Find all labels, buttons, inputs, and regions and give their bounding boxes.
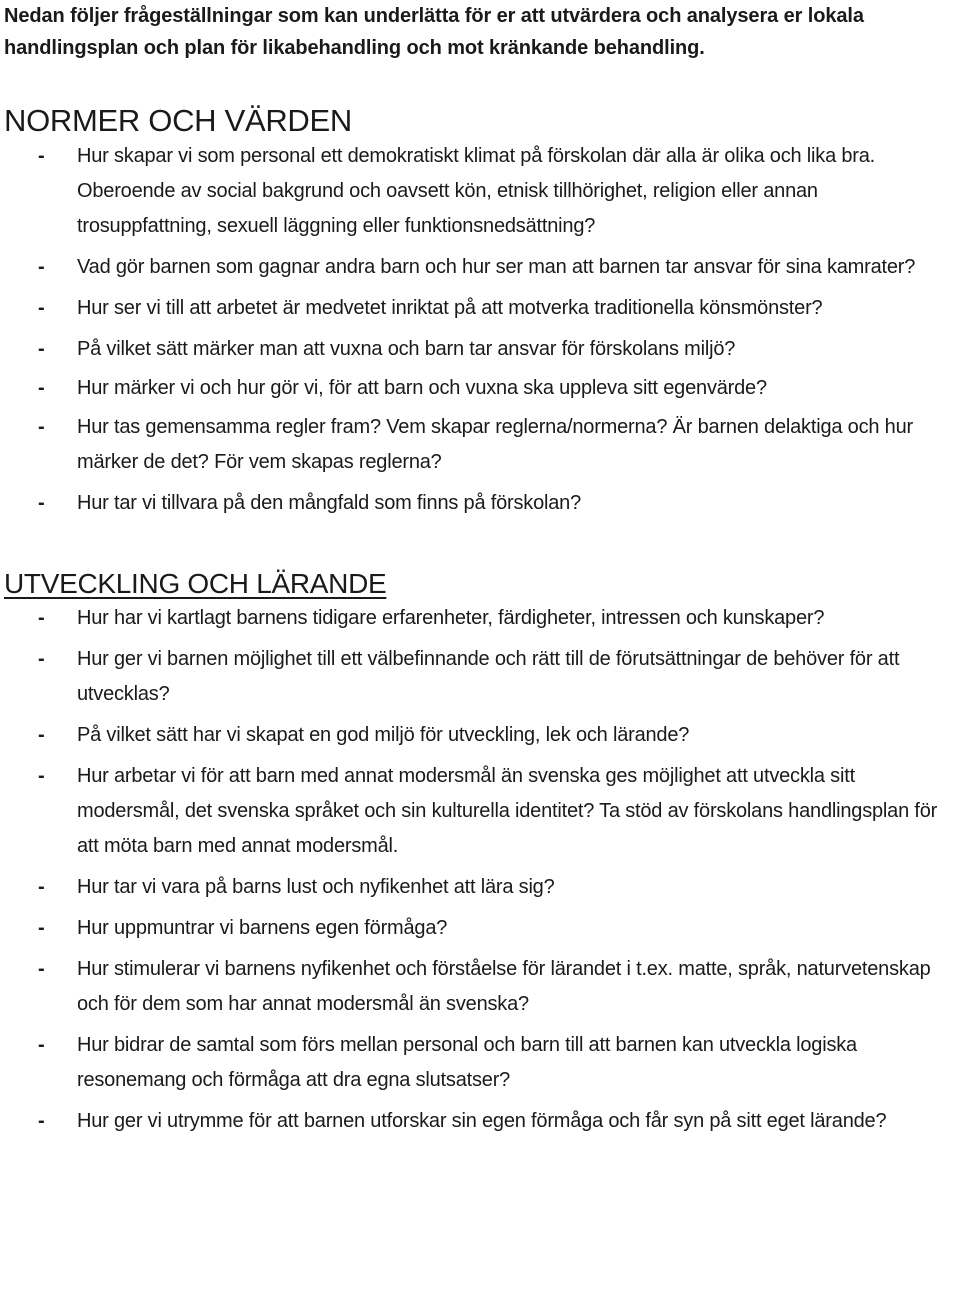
question-text: Hur ger vi barnen möjlighet till ett välbefinnande och rätt till de förutsättningar de behöver för att utvecklas?: [77, 648, 900, 705]
question-text: Hur ser vi till att arbetet är medvetet inriktat på att motverka traditionella könsmönster?: [77, 297, 823, 319]
bullet-dash: -: [38, 145, 45, 167]
bullet-dash: -: [38, 297, 45, 319]
bullet-dash: -: [38, 607, 45, 629]
question-text: Hur stimulerar vi barnens nyfikenhet och förståelse för lärandet i t.ex. matte, språk, naturvetenskap och för dem som har annat modersmål än svenska?: [77, 958, 931, 1015]
bullet-dash: -: [38, 917, 45, 939]
list-item: [4, 601, 960, 636]
section-heading-normer-och-varden: NORMER OCH VÄRDEN: [4, 103, 352, 138]
list-item: [4, 291, 960, 326]
list-item: [4, 332, 960, 367]
question-text: Hur bidrar de samtal som förs mellan personal och barn till att barnen kan utveckla logiska resonemang och förmåga att dra egna slutsatser?: [77, 1034, 857, 1091]
question-text: På vilket sätt har vi skapat en god miljö för utveckling, lek och lärande?: [77, 724, 690, 746]
bullet-dash: -: [38, 648, 45, 670]
intro-paragraph: Nedan följer frågeställningar som kan underlätta för er att utvärdera och analysera er lokala handlingsplan och plan för likabehandling och mot kränkande behandling.: [4, 5, 864, 59]
bullet-dash: -: [38, 377, 45, 399]
bullet-dash: -: [38, 256, 45, 278]
question-text: Hur uppmuntrar vi barnens egen förmåga?: [77, 917, 448, 939]
question-text: På vilket sätt märker man att vuxna och barn tar ansvar för förskolans miljö?: [77, 338, 736, 360]
question-text: Hur arbetar vi för att barn med annat modersmål än svenska ges möjlighet att utveckla sitt modersmål, det svenska språket och sin kulturella identitet? Ta stöd av förskolans handlingsplan för att möta barn med annat modersmål.: [77, 765, 938, 857]
bullet-dash: -: [38, 338, 45, 360]
question-text: Hur tar vi tillvara på den mångfald som finns på förskolan?: [77, 492, 582, 514]
question-text: Hur märker vi och hur gör vi, för att barn och vuxna ska uppleva sitt egenvärde?: [77, 377, 767, 399]
question-text: Hur har vi kartlagt barnens tidigare erfarenheter, färdigheter, intressen och kunskaper?: [77, 607, 825, 629]
list-item: [4, 759, 960, 864]
bullet-dash: -: [38, 958, 45, 980]
list-item: [4, 139, 960, 244]
list-item: [4, 410, 960, 480]
list-item: [4, 1028, 960, 1098]
question-list-utveckling: [4, 601, 960, 1139]
list-item: [4, 1104, 960, 1139]
question-text: Hur tar vi vara på barns lust och nyfikenhet att lära sig?: [77, 876, 555, 898]
question-list-normer: [4, 139, 960, 521]
bullet-dash: -: [38, 765, 45, 787]
list-item: [4, 250, 960, 285]
list-item: [4, 371, 960, 406]
question-text: Hur ger vi utrymme för att barnen utforskar sin egen förmåga och får syn på sitt eget lärande?: [77, 1110, 887, 1132]
bullet-dash: -: [38, 1110, 45, 1132]
bullet-dash: -: [38, 1034, 45, 1056]
question-text: Vad gör barnen som gagnar andra barn och hur ser man att barnen tar ansvar för sina kamrater?: [77, 256, 916, 278]
list-item: [4, 642, 960, 712]
list-item: [4, 718, 960, 753]
bullet-dash: -: [38, 492, 45, 514]
list-item: [4, 911, 960, 946]
bullet-dash: -: [38, 876, 45, 898]
bullet-dash: -: [38, 724, 45, 746]
question-text: Hur tas gemensamma regler fram? Vem skapar reglerna/normerna? Är barnen delaktiga och hur märker de det? För vem skapas reglerna?: [77, 416, 913, 473]
question-text: Hur skapar vi som personal ett demokratiskt klimat på förskolan där alla är olika och lika bra. Oberoende av social bakgrund och oavsett kön, etnisk tillhörighet, religion eller annan trosuppfattning, sexuell läggning eller funktionsnedsättning?: [77, 145, 876, 237]
section-heading-utveckling-och-larande: UTVECKLING OCH LÄRANDE: [4, 568, 387, 599]
list-item: [4, 952, 960, 1022]
bullet-dash: -: [38, 416, 45, 438]
list-item: [4, 486, 960, 521]
list-item: [4, 870, 960, 905]
